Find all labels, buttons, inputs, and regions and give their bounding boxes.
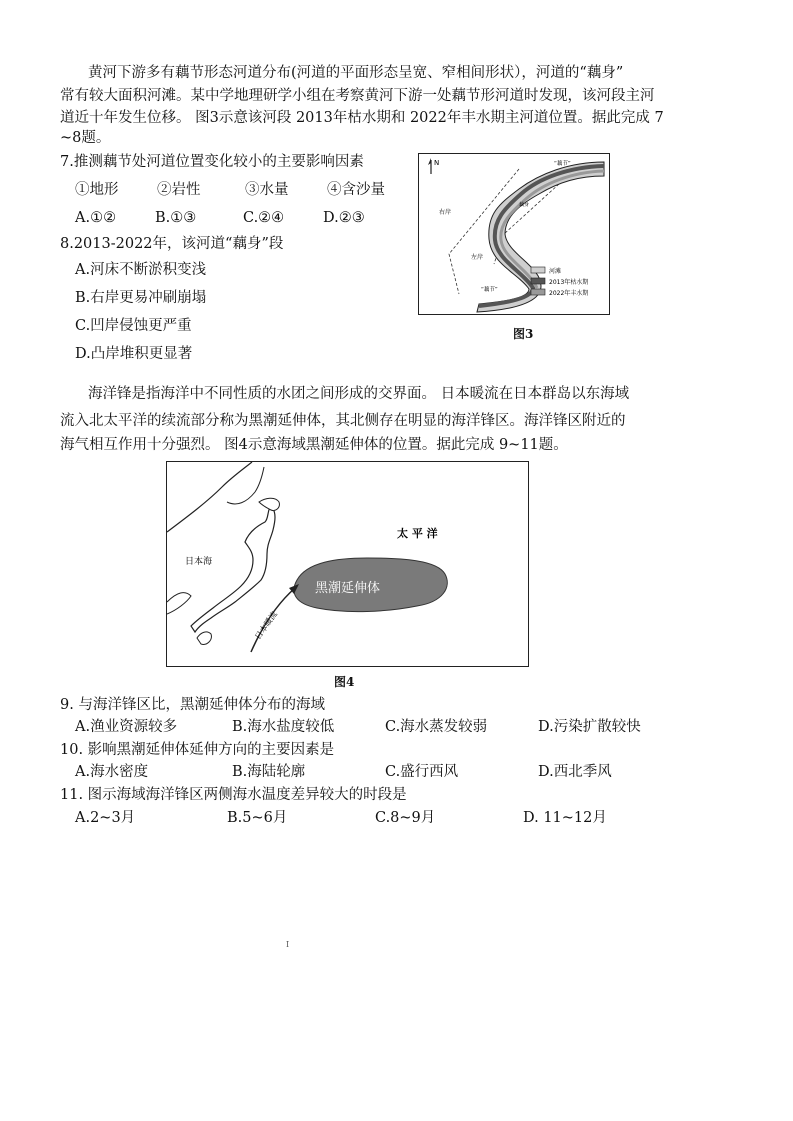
q7-factors [75, 179, 385, 201]
intro-line-3: 道近十年发生位移。 图3示意该河段 2013年枯水期和 2022年丰水期主河道位置。据此完成 7 [60, 110, 664, 126]
q10-option-c[interactable]: C.盛行西风 [385, 764, 459, 780]
q9-option-d[interactable]: D.污染扩散较快 [538, 719, 641, 735]
q11-options [75, 807, 607, 829]
q9-option-a[interactable]: A.渔业资源较多 [75, 719, 178, 735]
q9-options [75, 716, 641, 738]
q10-stem: 10. 影响黑潮延伸体延伸方向的主要因素是 [60, 742, 335, 758]
q7-factor-2: ②岩性 [157, 182, 201, 198]
intro-line-2: 常有较大面积河滩。某中学地理研学小组在考察黄河下游一处藕节形河道时发现，该河段主河 [60, 88, 655, 104]
figure-3-caption: 图3 [513, 327, 534, 341]
q7-option-a[interactable]: A.①② [75, 210, 117, 226]
intro-line-1: 黄河下游多有藕节形态河道分布(河道的平面形态呈宽、窄相间形状），河道的“藕身” [88, 65, 624, 81]
north-label: N [434, 159, 440, 167]
q7-factor-1: ①地形 [75, 182, 119, 198]
honshu-island [191, 506, 275, 632]
korea-coast [167, 593, 191, 614]
figure-4 [166, 461, 529, 667]
intro2-line-1: 海洋锋是指海洋中不同性质的水团之间形成的交界面。 日本暖流在日本群岛以东海域 [88, 386, 630, 402]
q8-option-a[interactable]: A.河床不断淤积变浅 [75, 262, 207, 278]
q10-options [75, 761, 612, 783]
q7-factor-4: ④含沙量 [327, 182, 385, 198]
label-right-bank: 右岸 [439, 209, 452, 216]
intro-line-4: ~8题。 [60, 130, 111, 146]
levee-left [449, 169, 519, 294]
q8-option-d[interactable]: D.凸岸堆积更显著 [75, 346, 193, 362]
intro2-line-2: 流入北太平洋的续流部分称为黑潮延伸体，其北侧存在明显的海洋锋区。海洋锋区附近的 [60, 413, 626, 429]
pacific-label: 太 平 洋 [397, 527, 438, 540]
q10-option-b[interactable]: B.海陆轮廓 [232, 764, 306, 780]
q9-option-b[interactable]: B.海水盐度较低 [232, 719, 335, 735]
warm-current-label: 日本暖流 [253, 609, 279, 642]
q8-option-b[interactable]: B.右岸更易冲刷崩塌 [75, 290, 207, 306]
q9-stem: 9. 与海洋锋区比，黑潮延伸体分布的海域 [60, 697, 325, 713]
kyushu-island [197, 632, 211, 644]
kuroshio-extension-label: 黑潮延伸体 [315, 581, 381, 596]
legend-2013: 2013年枯水期 [549, 279, 589, 286]
sea-of-japan-label: 日本海 [185, 557, 213, 567]
fig3-legend [531, 267, 588, 297]
q7-options [75, 207, 365, 229]
intro2-line-3: 海气相互作用十分强烈。 图4示意海域黑潮延伸体的位置。据此完成 9~11题。 [60, 437, 568, 453]
q7-stem: 7.推测藕节处河道位置变化较小的主要影响因素 [60, 154, 364, 170]
q7-factor-3: ③水量 [245, 182, 289, 198]
mainland-coast [167, 462, 252, 532]
hokkaido-island [259, 498, 279, 510]
legend-floodplain: 河滩 [549, 268, 562, 275]
sakhalin-coast [227, 467, 264, 504]
figure-4-caption: 图4 [334, 675, 355, 689]
figure-3 [418, 153, 610, 315]
q11-stem: 11. 图示海域海洋锋区两侧海水温度差异较大的时段是 [60, 787, 407, 803]
q10-option-a[interactable]: A.海水密度 [75, 764, 149, 780]
q11-option-b[interactable]: B.5~6月 [227, 810, 288, 826]
label-left-bank: 左岸 [471, 254, 484, 261]
q9-option-c[interactable]: C.海水蒸发较弱 [385, 719, 488, 735]
q7-option-d[interactable]: D.②③ [323, 210, 365, 226]
q8-option-c[interactable]: C.凹岸侵蚀更严重 [75, 318, 192, 334]
q10-option-d[interactable]: D.西北季风 [538, 764, 612, 780]
ocean-map [167, 462, 528, 666]
q11-option-c[interactable]: C.8~9月 [375, 810, 436, 826]
label-node-top: “藕节” [554, 161, 571, 167]
q11-option-d[interactable]: D. 11~12月 [523, 810, 607, 826]
q7-option-c[interactable]: C.②④ [243, 210, 285, 226]
page-mark: I [286, 940, 290, 949]
q7-option-b[interactable]: B.①③ [155, 210, 197, 226]
label-body: 藕身 [519, 202, 530, 208]
label-node-bottom: “藕节” [481, 287, 498, 293]
q11-option-a[interactable]: A.2~3月 [75, 810, 136, 826]
river-map [419, 154, 609, 314]
legend-2022: 2022年丰水期 [549, 290, 589, 297]
q8-stem: 8.2013-2022年，该河道“藕身”段 [60, 236, 284, 252]
